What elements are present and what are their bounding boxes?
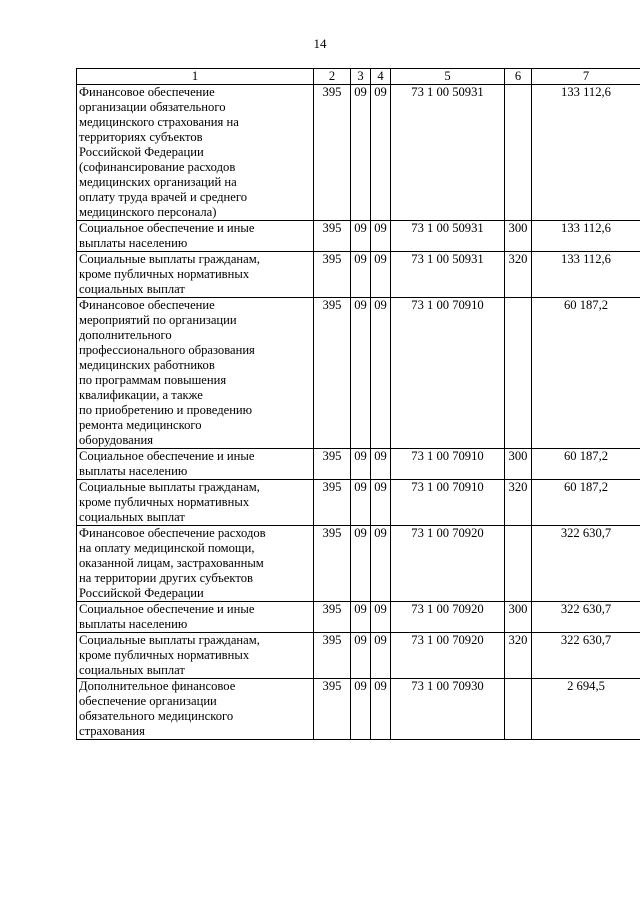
table-row (77, 480, 640, 526)
section-code-cell: 09 (351, 221, 371, 252)
description-line: дополнительного (79, 328, 172, 342)
target-article-cell: 73 1 00 70910 (391, 480, 505, 526)
section-code-cell: 09 (351, 298, 371, 449)
expense-type-cell: 320 (505, 252, 532, 298)
description-line: выплаты населению (79, 464, 188, 478)
description-line: социальных выплат (79, 282, 185, 296)
table-row (77, 449, 640, 480)
subsection-code-cell: 09 (371, 252, 391, 298)
column-header: 5 (391, 69, 505, 85)
target-article-cell: 73 1 00 70910 (391, 298, 505, 449)
description-line: оборудования (79, 433, 153, 447)
expense-type-cell: 300 (505, 449, 532, 480)
table-body (77, 85, 640, 740)
subsection-code-cell: 09 (371, 526, 391, 602)
subsection-code-cell: 09 (371, 449, 391, 480)
description-line: Российской Федерации (79, 586, 204, 600)
row-description (77, 298, 314, 449)
amount-cell: 133 112,6 (532, 85, 640, 221)
table-row (77, 85, 640, 221)
description-line: Финансовое обеспечение расходов (79, 526, 266, 540)
subsection-code-cell: 09 (371, 85, 391, 221)
description-line: по программам повышения (79, 373, 227, 387)
subsection-code-cell: 09 (371, 602, 391, 633)
subsection-code-cell: 09 (371, 480, 391, 526)
header-row (77, 69, 640, 85)
description-line: Дополнительное финансовое (79, 679, 236, 693)
description-line: медицинского персонала) (79, 205, 217, 219)
target-article-cell: 73 1 00 50931 (391, 252, 505, 298)
column-header: 1 (77, 69, 314, 85)
description-line: Социальное обеспечение и иные (79, 602, 255, 616)
expense-type-cell: 320 (505, 633, 532, 679)
description-line: профессионального образования (79, 343, 255, 357)
amount-cell: 60 187,2 (532, 449, 640, 480)
description-line: квалификации, а также (79, 388, 203, 402)
description-line: кроме публичных нормативных (79, 495, 250, 509)
admin-code-cell: 395 (314, 252, 351, 298)
subsection-code-cell: 09 (371, 298, 391, 449)
amount-cell: 133 112,6 (532, 221, 640, 252)
row-description (77, 480, 314, 526)
target-article-cell: 73 1 00 50931 (391, 85, 505, 221)
row-description (77, 526, 314, 602)
admin-code-cell: 395 (314, 526, 351, 602)
subsection-code-cell: 09 (371, 221, 391, 252)
description-line: Социальные выплаты гражданам, (79, 480, 260, 494)
admin-code-cell: 395 (314, 480, 351, 526)
column-header: 7 (532, 69, 640, 85)
table-row (77, 602, 640, 633)
description-line: кроме публичных нормативных (79, 648, 250, 662)
amount-cell: 322 630,7 (532, 633, 640, 679)
target-article-cell: 73 1 00 70920 (391, 526, 505, 602)
description-line: организации обязательного (79, 100, 226, 114)
section-code-cell: 09 (351, 449, 371, 480)
description-line: на оплату медицинской помощи, (79, 541, 255, 555)
expense-type-cell (505, 679, 532, 740)
row-description (77, 252, 314, 298)
description-line: кроме публичных нормативных (79, 267, 250, 281)
table-row (77, 633, 640, 679)
description-line: оказанной лицам, застрахованным (79, 556, 264, 570)
admin-code-cell: 395 (314, 85, 351, 221)
description-line: Финансовое обеспечение (79, 85, 215, 99)
amount-cell: 60 187,2 (532, 480, 640, 526)
description-line: ремонта медицинского (79, 418, 202, 432)
description-line: на территории других субъектов (79, 571, 253, 585)
description-line: оплату труда врачей и среднего (79, 190, 248, 204)
row-description (77, 85, 314, 221)
description-line: страхования (79, 724, 145, 738)
row-description (77, 221, 314, 252)
row-description (77, 679, 314, 740)
description-line: социальных выплат (79, 663, 185, 677)
admin-code-cell: 395 (314, 298, 351, 449)
column-header: 2 (314, 69, 351, 85)
table-row (77, 252, 640, 298)
expense-type-cell (505, 526, 532, 602)
section-code-cell: 09 (351, 633, 371, 679)
section-code-cell: 09 (351, 85, 371, 221)
admin-code-cell: 395 (314, 679, 351, 740)
description-line: мероприятий по организации (79, 313, 237, 327)
section-code-cell: 09 (351, 526, 371, 602)
expense-type-cell: 300 (505, 602, 532, 633)
section-code-cell: 09 (351, 602, 371, 633)
table-row (77, 298, 640, 449)
section-code-cell: 09 (351, 679, 371, 740)
column-header: 4 (371, 69, 391, 85)
description-line: выплаты населению (79, 617, 188, 631)
expense-type-cell: 300 (505, 221, 532, 252)
row-description (77, 602, 314, 633)
amount-cell: 2 694,5 (532, 679, 640, 740)
admin-code-cell: 395 (314, 449, 351, 480)
description-line: Социальные выплаты гражданам, (79, 633, 260, 647)
target-article-cell: 73 1 00 70920 (391, 602, 505, 633)
description-line: Российской Федерации (79, 145, 204, 159)
target-article-cell: 73 1 00 50931 (391, 221, 505, 252)
description-line: Социальное обеспечение и иные (79, 221, 255, 235)
subsection-code-cell: 09 (371, 633, 391, 679)
description-line: медицинских работников (79, 358, 215, 372)
target-article-cell: 73 1 00 70920 (391, 633, 505, 679)
admin-code-cell: 395 (314, 221, 351, 252)
description-line: медицинских организаций на (79, 175, 237, 189)
description-line: Социальное обеспечение и иные (79, 449, 255, 463)
description-line: социальных выплат (79, 510, 185, 524)
description-line: обеспечение организации (79, 694, 217, 708)
amount-cell: 322 630,7 (532, 526, 640, 602)
column-header: 6 (505, 69, 532, 85)
expense-type-cell (505, 85, 532, 221)
expense-type-cell: 320 (505, 480, 532, 526)
description-line: обязательного медицинского (79, 709, 234, 723)
budget-table (76, 68, 640, 740)
row-description (77, 633, 314, 679)
subsection-code-cell: 09 (371, 679, 391, 740)
description-line: медицинского страхования на (79, 115, 239, 129)
description-line: выплаты населению (79, 236, 188, 250)
table-row (77, 221, 640, 252)
description-line: Финансовое обеспечение (79, 298, 215, 312)
amount-cell: 133 112,6 (532, 252, 640, 298)
target-article-cell: 73 1 00 70930 (391, 679, 505, 740)
description-line: Социальные выплаты гражданам, (79, 252, 260, 266)
target-article-cell: 73 1 00 70910 (391, 449, 505, 480)
section-code-cell: 09 (351, 480, 371, 526)
page-number: 14 (313, 36, 327, 51)
description-line: (софинансирование расходов (79, 160, 236, 174)
description-line: по приобретению и проведению (79, 403, 253, 417)
table-row (77, 526, 640, 602)
admin-code-cell: 395 (314, 602, 351, 633)
column-header: 3 (351, 69, 371, 85)
description-line: территориях субъектов (79, 130, 203, 144)
amount-cell: 60 187,2 (532, 298, 640, 449)
section-code-cell: 09 (351, 252, 371, 298)
admin-code-cell: 395 (314, 633, 351, 679)
table-row (77, 679, 640, 740)
row-description (77, 449, 314, 480)
expense-type-cell (505, 298, 532, 449)
amount-cell: 322 630,7 (532, 602, 640, 633)
